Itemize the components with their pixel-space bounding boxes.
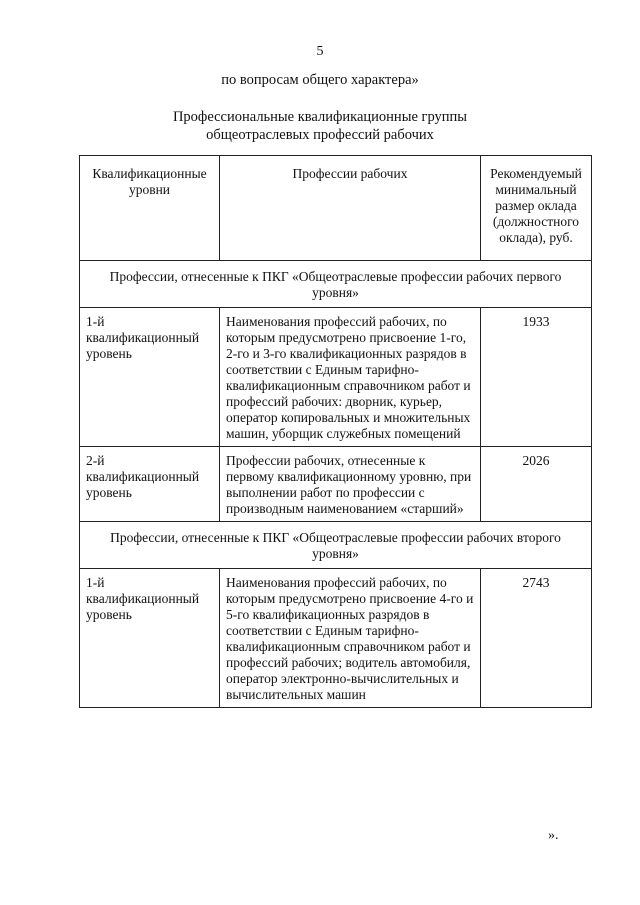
salary-cell: 2026	[481, 447, 592, 522]
qualification-groups-table	[79, 155, 592, 708]
intro-line: по вопросам общего характера»	[221, 72, 419, 88]
professions-cell: Профессии рабочих, отнесенные к первому квалификационному уровню, при выполнении работ по профессии с производным наименованием «старший»	[220, 447, 481, 522]
level-cell: 2-й квалификационный уровень	[80, 447, 220, 522]
professions-cell: Наименования профессий рабочих, по которым предусмотрено присвоение 4-го и 5-го квалификационных разрядов в соответствии с Единым тарифно-квалификационным справочником работ и профессий рабочих; водитель автомобиля, оператор электронно-вычислительных и вычислительных машин	[220, 569, 481, 708]
closing-quote-mark: ».	[548, 828, 559, 843]
header-salary: Рекомендуемый минимальный размер оклада (должностного оклада), руб.	[481, 156, 592, 261]
header-professions: Профессии рабочих	[220, 156, 481, 261]
table-row	[80, 569, 592, 708]
header-levels: Квалификационные уровни	[80, 156, 220, 261]
level-cell: 1-й квалификационный уровень	[80, 308, 220, 447]
table-header-row	[80, 156, 592, 261]
document-title-line-2: общеотраслевых профессий рабочих	[206, 127, 434, 143]
salary-cell: 2743	[481, 569, 592, 708]
level-cell: 1-й квалификационный уровень	[80, 569, 220, 708]
document-title-line-1: Профессиональные квалификационные группы	[172, 109, 468, 125]
group-title: Профессии, отнесенные к ПКГ «Общеотраслевые профессии рабочих второго уровня»	[80, 522, 592, 569]
table-row	[80, 447, 592, 522]
salary-cell: 1933	[481, 308, 592, 447]
group-row-first-level	[80, 261, 592, 308]
group-title: Профессии, отнесенные к ПКГ «Общеотраслевые профессии рабочих первого уровня»	[80, 261, 592, 308]
page-number: 5	[316, 44, 324, 59]
professions-cell: Наименования профессий рабочих, по которым предусмотрено присвоение 1-го, 2-го и 3-го квалификационных разрядов в соответствии с Единым тарифно-квалификационным справочником работ и профессий рабочих: дворник, курьер, оператор копировальных и множительных машин, уборщик служебных помещений	[220, 308, 481, 447]
group-row-second-level	[80, 522, 592, 569]
table-row	[80, 308, 592, 447]
document-title	[0, 108, 640, 144]
